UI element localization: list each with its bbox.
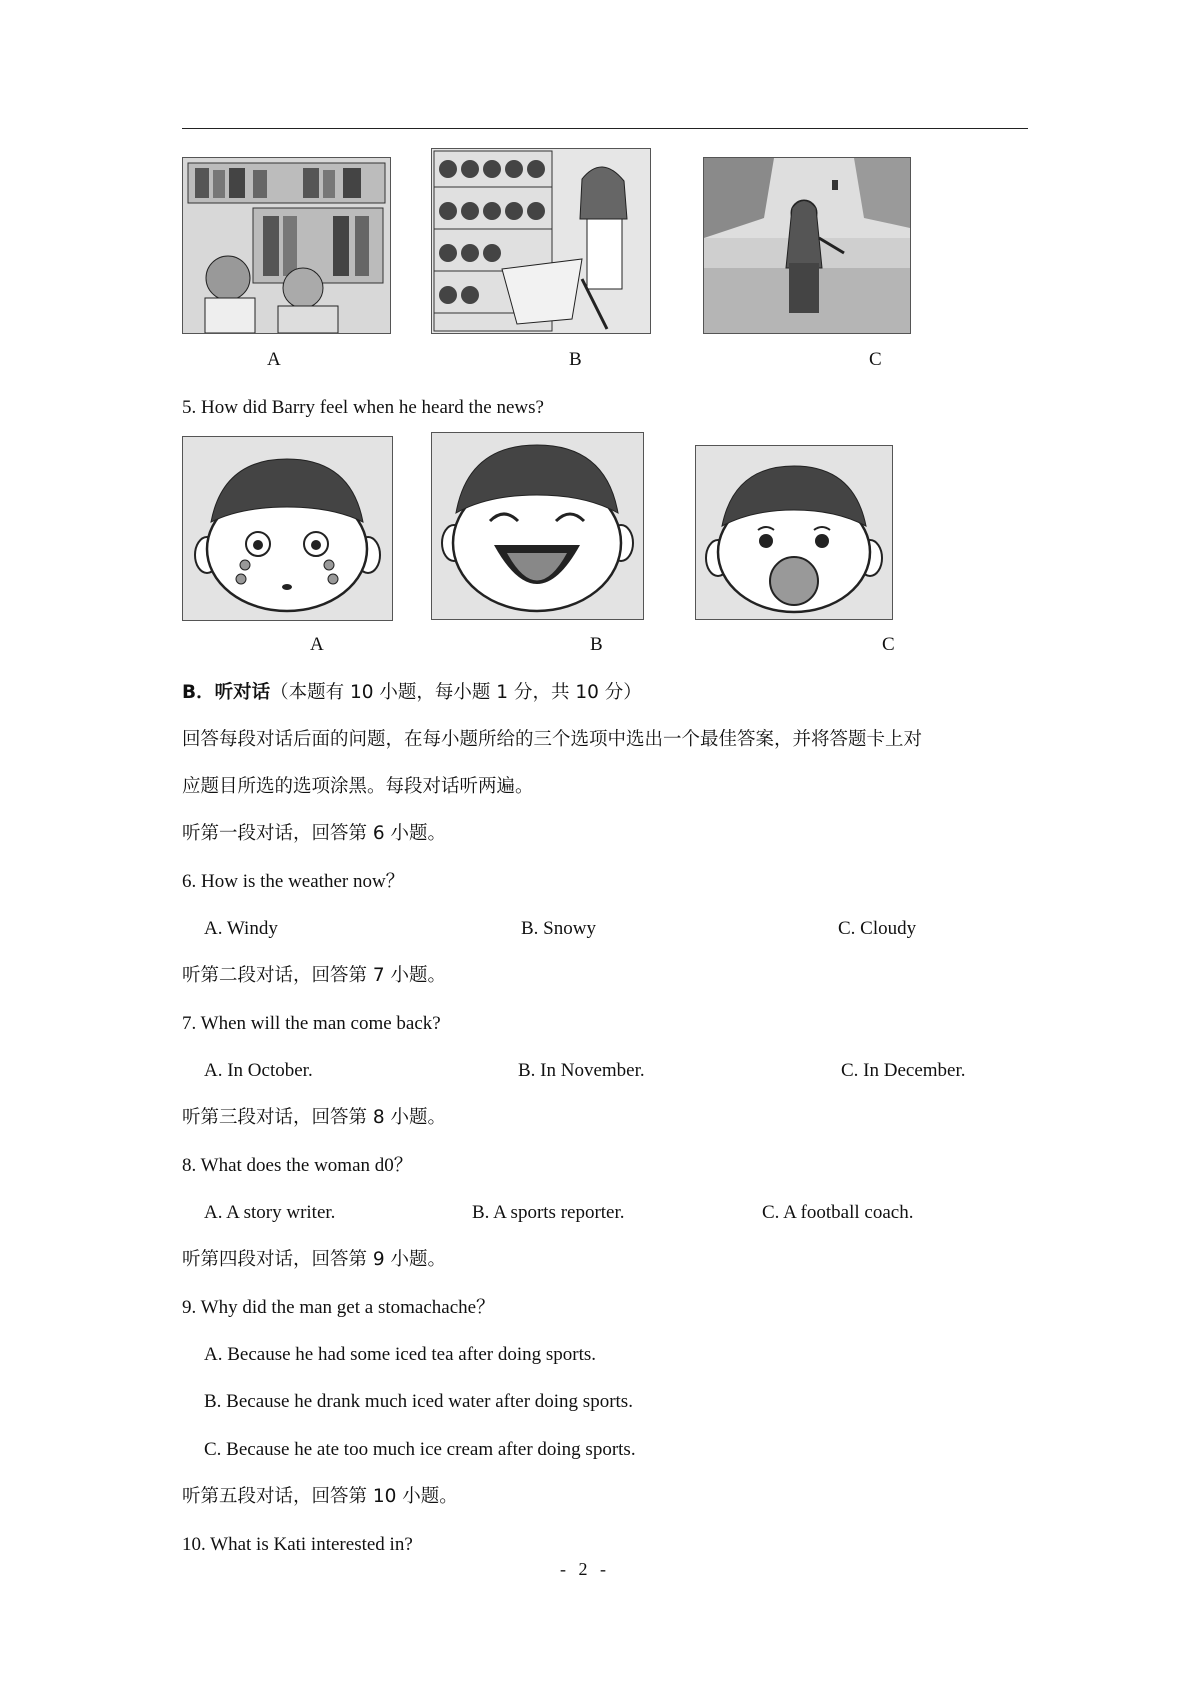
q4-picture-b-shop	[431, 148, 651, 334]
q8-option-a[interactable]: A. A story writer.	[204, 1202, 336, 1223]
q7-question: 7. When will the man come back?	[182, 1013, 441, 1034]
dialog-1-intro: 听第一段对话，回答第 6 小题。	[182, 823, 447, 844]
q4-label-b: B	[569, 349, 582, 370]
q9-question: 9. Why did the man get a stomachache？	[182, 1297, 496, 1318]
q5-face-a-crying	[182, 436, 393, 621]
q9-option-c[interactable]: C. Because he ate too much ice cream after doing sports.	[204, 1439, 636, 1460]
dialog-5-intro: 听第五段对话，回答第 10 小题。	[182, 1486, 458, 1507]
q5-face-c-surprised	[695, 445, 893, 620]
section-b-instruction-line1: 回答每段对话后面的问题，在每小题所给的三个选项中选出一个最佳答案，并将答题卡上对	[182, 729, 923, 750]
q6-question: 6. How is the weather now？	[182, 871, 405, 892]
q7-option-b[interactable]: B. In November.	[518, 1060, 645, 1081]
q6-option-a[interactable]: A. Windy	[204, 918, 278, 939]
q10-question: 10. What is Kati interested in?	[182, 1534, 413, 1555]
q6-option-b[interactable]: B. Snowy	[521, 918, 596, 939]
dialog-2-intro: 听第二段对话，回答第 7 小题。	[182, 965, 447, 986]
dialog-3-intro: 听第三段对话，回答第 8 小题。	[182, 1107, 447, 1128]
header-rule	[182, 128, 1028, 129]
section-b-heading: B．听对话	[182, 682, 271, 703]
q5-label-c: C	[882, 634, 895, 655]
q5-face-b-laughing	[431, 432, 644, 620]
q5-question: 5. How did Barry feel when he heard the news?	[182, 397, 544, 418]
q4-label-a: A	[267, 349, 281, 370]
q4-picture-a-library	[182, 157, 391, 334]
q5-label-a: A	[310, 634, 324, 655]
dialog-4-intro: 听第四段对话，回答第 9 小题。	[182, 1249, 447, 1270]
q9-option-a[interactable]: A. Because he had some iced tea after doing sports.	[204, 1344, 597, 1365]
q8-option-b[interactable]: B. A sports reporter.	[472, 1202, 625, 1223]
q9-option-b[interactable]: B. Because he drank much iced water after doing sports.	[204, 1391, 633, 1412]
q6-option-c[interactable]: C. Cloudy	[838, 918, 917, 939]
section-b-header	[182, 681, 642, 705]
page-number: - 2 -	[560, 1559, 610, 1579]
q8-option-c[interactable]: C. A football coach.	[762, 1202, 914, 1223]
q4-picture-c-park	[703, 157, 911, 334]
q5-label-b: B	[590, 634, 603, 655]
q7-option-c[interactable]: C. In December.	[841, 1060, 966, 1081]
section-b-instruction-line2: 应题目所选的选项涂黑。每段对话听两遍。	[182, 776, 534, 797]
section-b-note: （本题有 10 小题，每小题 1 分，共 10 分）	[270, 682, 642, 703]
q8-question: 8. What does the woman d0？	[182, 1155, 413, 1176]
q7-option-a[interactable]: A. In October.	[204, 1060, 313, 1081]
q4-label-c: C	[869, 349, 882, 370]
